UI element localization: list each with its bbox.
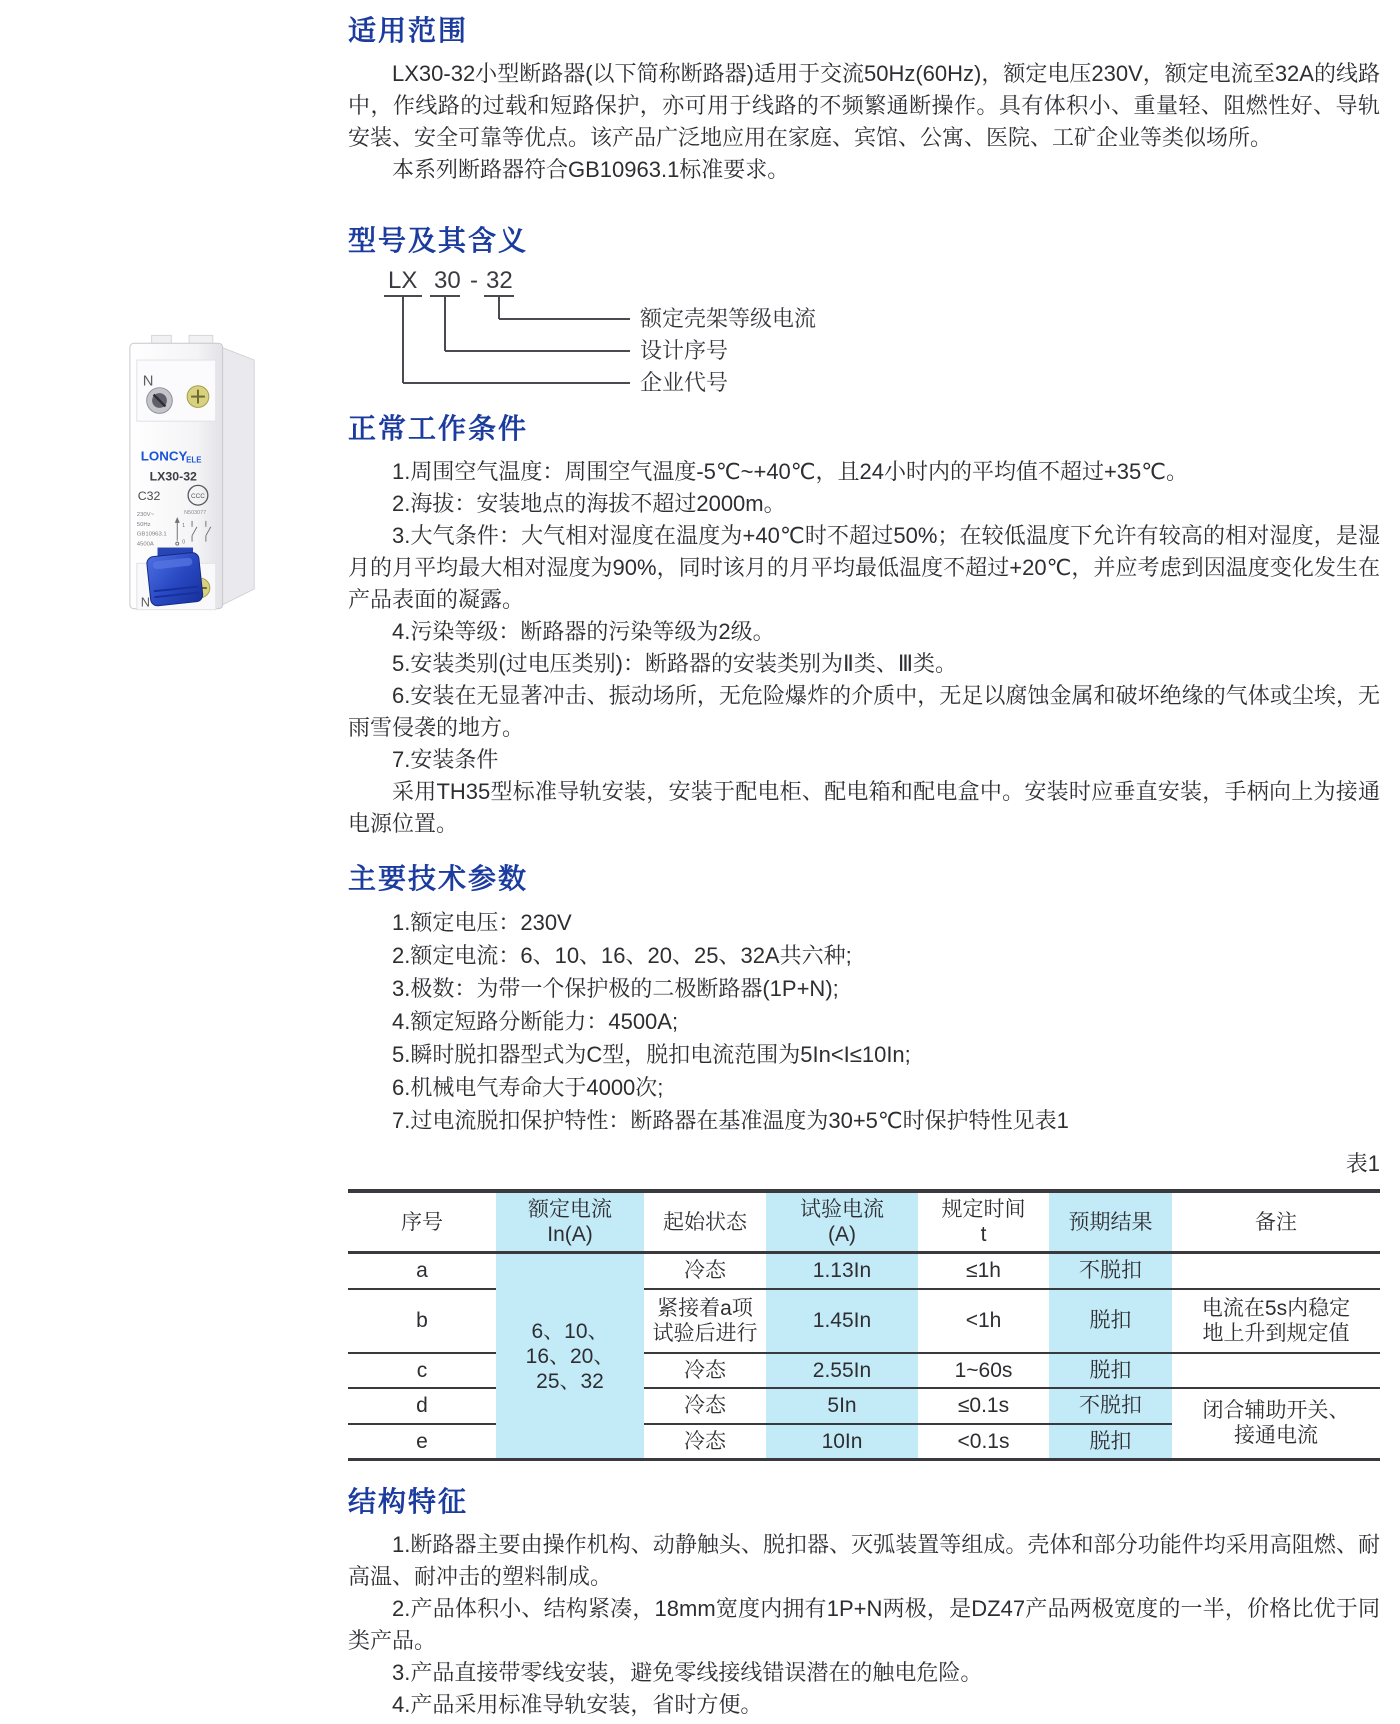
parameter-item: 7.过电流脱扣保护特性：断路器在基准温度为30+5℃时保护特性见表1: [392, 1108, 1069, 1133]
cell-expected: 脱扣: [1049, 1353, 1172, 1388]
cell-time: ≤1h: [918, 1253, 1049, 1289]
cell-time: <0.1s: [918, 1424, 1049, 1460]
spec-line: 230V~: [136, 511, 155, 518]
section-title-model: 型号及其含义: [348, 225, 529, 256]
cell-seq: b: [348, 1289, 496, 1353]
cell-time: ≤0.1s: [918, 1388, 1049, 1424]
cell-time: <1h: [918, 1289, 1049, 1353]
cell-remark: 电流在5s内稳定 地上升到规定值: [1172, 1289, 1380, 1353]
cell-rated-current-merged: 6、10、 16、20、 25、32: [496, 1253, 644, 1460]
parameter-item: 6.机械电气寿命大于4000次;: [392, 1075, 664, 1100]
cell-initial-state: 冷态: [644, 1253, 766, 1289]
table-header-row: [348, 1191, 1380, 1253]
spec-line: 4500A: [136, 541, 154, 548]
structure-list: [348, 1529, 1380, 1721]
model-code-company: LX: [388, 267, 418, 294]
conditions-list: [348, 456, 1380, 840]
cell-time: 1~60s: [918, 1353, 1049, 1388]
cell-seq: d: [348, 1388, 496, 1424]
col-header-initial-state: 起始状态: [644, 1191, 766, 1253]
col-header-remark: 备注: [1172, 1191, 1380, 1253]
cell-test-current: 1.45In: [766, 1289, 918, 1353]
model-code-frame: 32: [486, 267, 513, 294]
col-header-rated-current: 额定电流 In(A): [496, 1191, 644, 1253]
spec-line: GB10963.1: [136, 531, 167, 538]
cell-test-current: 2.55In: [766, 1353, 918, 1388]
condition-item: 1.周围空气温度：周围空气温度-5℃~+40℃，且24小时内的平均值不超过+35℃。: [392, 459, 1188, 484]
position-marker-off: 0: [182, 539, 186, 546]
parameter-item: 2.额定电流：6、10、16、20、25、32A共六种;: [392, 943, 852, 968]
cell-test-current: 10In: [766, 1424, 918, 1460]
cell-expected: 脱扣: [1049, 1424, 1172, 1460]
cell-seq: c: [348, 1353, 496, 1388]
cell-expected: 不脱扣: [1049, 1388, 1172, 1424]
condition-item: 5.安装类别(过电压类别)：断路器的安装类别为Ⅱ类、Ⅲ类。: [392, 651, 957, 676]
position-marker-on: 1: [182, 522, 186, 529]
cell-remark-merged: 闭合辅助开关、 接通电流: [1172, 1388, 1380, 1460]
condition-item: 2.海拔：安装地点的海拔不超过2000m。: [392, 491, 786, 516]
model-code-diagram: [348, 262, 988, 396]
col-header-seq: 序号: [348, 1191, 496, 1253]
parameter-item: 1.额定电压：230V: [392, 910, 572, 935]
model-code-series: 30: [434, 267, 461, 294]
structure-item: 1.断路器主要由操作机构、动静触头、脱扣器、灭弧装置等组成。壳体和部分功能件均采用高阻燃、耐高温、耐冲击的塑料制成。: [348, 1532, 1380, 1589]
main-content: [348, 14, 1380, 1721]
callout-design-series: 设计序号: [640, 338, 729, 363]
product-photo: [122, 330, 270, 622]
parameter-item: 4.额定短路分断能力：4500A;: [392, 1009, 679, 1034]
condition-item: 6.安装在无显著冲击、振动场所，无危险爆炸的介质中，无足以腐蚀金属和破坏绝缘的气体或尘埃，无雨雪侵袭的地方。: [348, 683, 1380, 740]
condition-item: 3.大气条件：大气相对湿度在温度为+40℃时不超过50%；在较低温度下允许有较高的相对湿度，是湿月的月平均最大相对湿度为90%，同时该月的月平均最低温度不超过+20℃，并应考虑到因温度变化发生在产品表面的凝露。: [348, 523, 1380, 612]
col-header-expected-result: 预期结果: [1049, 1191, 1172, 1253]
terminal-screw-right-icon: [187, 386, 209, 408]
structure-item: 4.产品采用标准导轨安装，省时方便。: [392, 1692, 763, 1717]
terminal-screw-left-icon: [147, 388, 173, 414]
parameters-list: [348, 906, 1380, 1137]
brand-logo-suffix: ELE: [186, 455, 202, 465]
structure-item: 2.产品体积小、结构紧凑，18mm宽度内拥有1P+N两极，是DZ47产品两极宽度的一半，价格比优于同类产品。: [348, 1596, 1380, 1653]
cell-remark: [1172, 1253, 1380, 1289]
model-code-dash: -: [470, 267, 478, 294]
cell-initial-state: 冷态: [644, 1388, 766, 1424]
condition-item: 采用TH35型标准导轨安装，安装于配电柜、配电箱和配电盒中。安装时应垂直安装，手柄向上为接通电源位置。: [348, 779, 1380, 836]
structure-item: 3.产品直接带零线安装，避免零线接线错误潜在的触电危险。: [392, 1660, 983, 1685]
cell-test-current: 1.13In: [766, 1253, 918, 1289]
section-title-scope: 适用范围: [348, 15, 469, 46]
spec-line: 50Hz: [136, 521, 151, 528]
cell-initial-state: 冷态: [644, 1424, 766, 1460]
cell-remark: [1172, 1353, 1380, 1388]
scope-text: [348, 58, 1380, 186]
section-title-conditions: 正常工作条件: [348, 413, 529, 444]
protection-characteristics-table: [348, 1189, 1380, 1461]
cell-initial-state: 紧接着a项 试验后进行: [644, 1289, 766, 1353]
scope-paragraph: 本系列断路器符合GB10963.1标准要求。: [392, 157, 790, 182]
cell-seq: a: [348, 1253, 496, 1289]
condition-item: 7.安装条件: [392, 747, 499, 772]
terminal-label-top: N: [142, 373, 154, 390]
table1-label: 表1: [1345, 1151, 1380, 1176]
terminal-label-bottom: N: [140, 594, 151, 610]
callout-lines: [384, 296, 630, 383]
table-row: [348, 1253, 1380, 1289]
rating-label: C32: [137, 489, 161, 504]
parameter-item: 3.极数：为带一个保护极的二极断路器(1P+N);: [392, 976, 839, 1001]
cert-number: N503077: [184, 509, 207, 516]
cell-expected: 脱扣: [1049, 1289, 1172, 1353]
scope-paragraph: LX30-32小型断路器(以下简称断路器)适用于交流50Hz(60Hz)，额定电压230V，额定电流至32A的线路中，作线路的过载和短路保护，亦可用于线路的不频繁通断操作。具有体积小、重量轻、阻燃性好、导轨安装、安全可靠等优点。该产品广泛地应用在家庭、宾馆、公寓、医院、工矿企业等类似场所。: [348, 61, 1380, 150]
callout-frame-current: 额定壳架等级电流: [640, 306, 817, 331]
cell-seq: e: [348, 1424, 496, 1460]
parameter-item: 5.瞬时脱扣器型式为C型，脱扣电流范围为5In<I≤10In;: [392, 1042, 911, 1067]
brand-logo: LONCY: [140, 448, 188, 464]
callout-company-code: 企业代号: [640, 370, 729, 395]
col-header-specified-time: 规定时间 t: [918, 1191, 1049, 1253]
breaker-handle: [146, 548, 203, 607]
svg-text:CCC: CCC: [191, 493, 205, 501]
cell-expected: 不脱扣: [1049, 1253, 1172, 1289]
col-header-test-current: 试验电流 (A): [766, 1191, 918, 1253]
condition-item: 4.污染等级：断路器的污染等级为2级。: [392, 619, 775, 644]
section-title-structure: 结构特征: [348, 1486, 469, 1517]
cell-test-current: 5In: [766, 1388, 918, 1424]
section-title-parameters: 主要技术参数: [348, 863, 529, 894]
model-label: LX30-32: [149, 469, 197, 484]
cell-initial-state: 冷态: [644, 1353, 766, 1388]
